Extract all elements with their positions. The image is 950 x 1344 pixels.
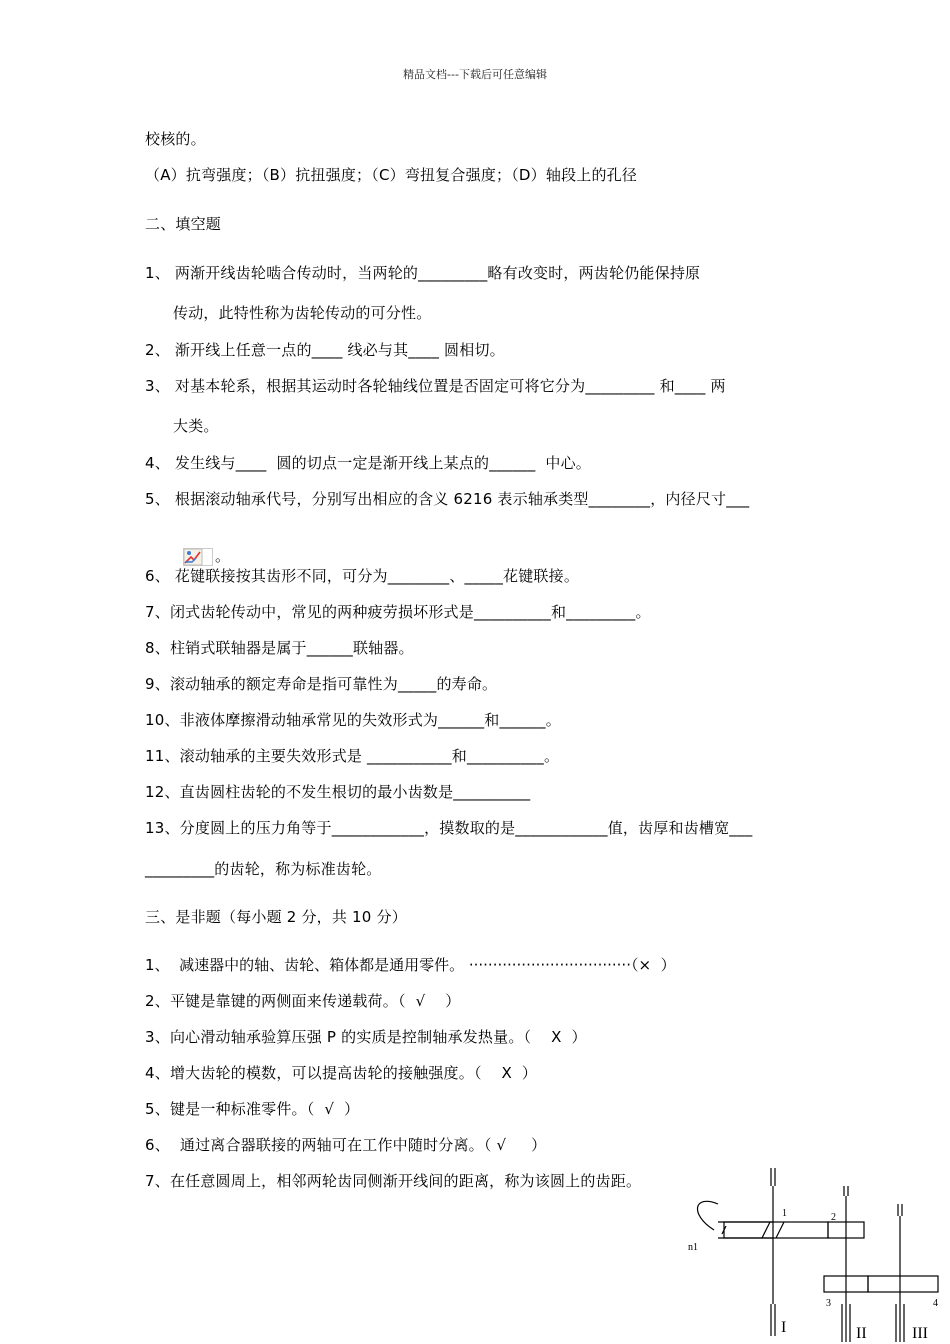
question-9: 9、滚动轴承的额定寿命是指可靠性为_____的寿命。 bbox=[145, 675, 498, 693]
section-heading-fill-blank: 二、填空题 bbox=[145, 215, 222, 233]
label-shaft-3: III bbox=[912, 1325, 928, 1342]
question-12: 12、直齿圆柱齿轮的不发生根切的最小齿数是__________ bbox=[145, 783, 531, 801]
question-5-tail: 。 bbox=[214, 547, 231, 565]
question-11: 11、滚动轴承的主要失效形式是 ___________和__________。 bbox=[145, 747, 560, 765]
tf-question-3: 3、向心滑动轴承验算压强 P 的实质是控制轴承发热量。（ X ） bbox=[145, 1028, 587, 1046]
rotation-arrow bbox=[697, 1201, 718, 1230]
question-8: 8、柱销式联轴器是属于______联轴器。 bbox=[145, 639, 414, 657]
label-shaft-1: I bbox=[781, 1319, 787, 1336]
tf-question-4: 4、增大齿轮的模数，可以提高齿轮的接触强度。（ X ） bbox=[145, 1064, 538, 1082]
label-gear-3: 3 bbox=[826, 1298, 831, 1309]
tf-question-5: 5、键是一种标准零件。（ √ ） bbox=[145, 1100, 360, 1118]
question-3-cont: 大类。 bbox=[173, 417, 219, 435]
question-4: 4、 发生线与____ 圆的切点一定是渐开线上某点的______ 中心。 bbox=[145, 454, 591, 472]
label-shaft-2: II bbox=[856, 1325, 867, 1342]
question-1: 1、 两渐开线齿轮啮合传动时，当两轮的_________略有改变时，两齿轮仍能保持原 bbox=[145, 264, 701, 282]
broken-image-icon bbox=[183, 548, 213, 566]
gear-train-diagram bbox=[684, 1164, 946, 1344]
label-n1: n1 bbox=[688, 1242, 698, 1253]
question-1-cont: 传动，此特性称为齿轮传动的可分性。 bbox=[173, 304, 432, 322]
question-5: 5、 根据滚动轴承代号，分别写出相应的含义 6216 表示轴承类型________，内径尺寸___ bbox=[145, 490, 750, 508]
question-13: 13、分度圆上的压力角等于____________，摸数取的是____________值，齿厚和齿槽宽___ bbox=[145, 819, 753, 837]
question-5-cont bbox=[173, 527, 230, 566]
tf-question-6: 6、 通过离合器联接的两轴可在工作中随时分离。（ √ ） bbox=[145, 1136, 547, 1154]
tf-question-2: 2、平键是靠键的两侧面来传递载荷。（ √ ） bbox=[145, 992, 461, 1010]
section-heading-true-false: 三、是非题（每小题 2 分，共 10 分） bbox=[145, 908, 407, 926]
text-line: 校核的。 bbox=[145, 130, 206, 148]
label-gear-1: 1 bbox=[782, 1208, 787, 1219]
gear-4 bbox=[868, 1276, 938, 1292]
question-10: 10、非液体摩擦滑动轴承常见的失效形式为______和______。 bbox=[145, 711, 561, 729]
question-7: 7、闭式齿轮传动中，常见的两种疲劳损坏形式是__________和_________。 bbox=[145, 603, 651, 621]
tf-question-1: 1、 减速器中的轴、齿轮、箱体都是通用零件。 ··································（× ） bbox=[145, 956, 676, 974]
tf-question-7: 7、在任意圆周上，相邻两轮齿同侧渐开线间的距离，称为该圆上的齿距。 bbox=[145, 1172, 642, 1190]
gear-1 bbox=[724, 1222, 828, 1238]
page-header: 精品文档---下载后可任意编辑 bbox=[403, 68, 547, 81]
label-gear-4: 4 bbox=[933, 1298, 938, 1309]
question-2: 2、 渐开线上任意一点的____ 线必与其____ 圆相切。 bbox=[145, 341, 505, 359]
question-6: 6、 花键联接按其齿形不同，可分为________、_____花键联接。 bbox=[145, 567, 580, 585]
question-13-cont: _________的齿轮，称为标准齿轮。 bbox=[145, 860, 382, 878]
question-3: 3、 对基本轮系，根据其运动时各轮轴线位置是否固定可将它分为_________ 和____ 两 bbox=[145, 377, 726, 395]
choice-options: （A）抗弯强度；（B）抗扭强度；（C）弯扭复合强度；（D）轴段上的孔径 bbox=[145, 166, 638, 184]
label-gear-2: 2 bbox=[831, 1212, 836, 1223]
